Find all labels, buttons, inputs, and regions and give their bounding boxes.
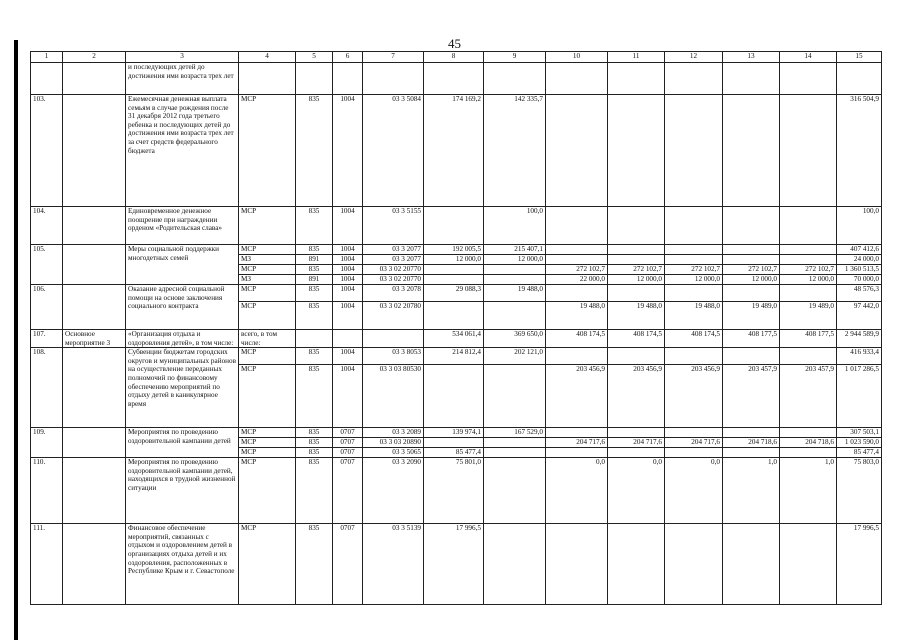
- table-cell: 174 169,2: [424, 95, 484, 207]
- table-cell: 0707: [333, 428, 363, 438]
- table-cell: [665, 255, 723, 265]
- table-cell: [63, 285, 126, 330]
- table-cell: 408 174,5: [546, 330, 608, 348]
- table-cell: МСР: [239, 265, 296, 275]
- table-cell: 03 3 2077: [363, 255, 424, 265]
- table-cell: 408 177,5: [723, 330, 780, 348]
- table-row: [31, 348, 882, 365]
- table-cell: [608, 524, 665, 605]
- table-cell: 0,0: [608, 458, 665, 524]
- table-cell: 272 102,7: [665, 265, 723, 275]
- table-cell: Финансовое обеспечение мероприятий, связанных с отдыхом и оздоровлением детей в организациях отдыха детей и их оздоровления, расположенных в Республике Крым и г. Севастополе: [126, 524, 239, 605]
- table-cell: [608, 245, 665, 255]
- table-row: [31, 458, 882, 524]
- table-cell: 1 017 286,5: [837, 365, 882, 428]
- table-cell: 03 3 2077: [363, 245, 424, 255]
- column-number: 4: [239, 52, 296, 63]
- table-cell: [665, 95, 723, 207]
- table-cell: 111.: [31, 524, 63, 605]
- table-cell: [424, 302, 484, 330]
- table-cell: Ежемесячная денежная выплата семьям в случае рождения после 31 декабря 2012 года третьего ребенка и последующих детей до достижения ими возраста трех лет за счет средств федерального бюджета: [126, 95, 239, 207]
- column-number: 10: [546, 52, 608, 63]
- table-cell: 105.: [31, 245, 63, 285]
- table-cell: и последующих детей до достижения ими возраста трех лет: [126, 63, 239, 95]
- table-cell: 835: [296, 458, 333, 524]
- table-cell: 835: [296, 207, 333, 245]
- table-cell: 203 456,9: [608, 365, 665, 428]
- table-cell: 19 488,0: [665, 302, 723, 330]
- budget-table: [30, 51, 882, 605]
- table-row: [31, 63, 882, 95]
- table-cell: 0707: [333, 458, 363, 524]
- table-cell: [723, 255, 780, 265]
- table-cell: 03 3 2090: [363, 458, 424, 524]
- table-cell: 100,0: [837, 207, 882, 245]
- table-cell: 103.: [31, 95, 63, 207]
- table-cell: Меры социальной поддержки многодетных семей: [126, 245, 239, 285]
- table-cell: Единовременное денежное поощрение при награждении орденом «Родительская слава»: [126, 207, 239, 245]
- table-cell: 369 650,0: [484, 330, 546, 348]
- table-cell: 03 3 03 80530: [363, 365, 424, 428]
- table-cell: 0707: [333, 448, 363, 458]
- binding-edge: [14, 40, 18, 640]
- table-cell: 107.: [31, 330, 63, 348]
- table-cell: [546, 95, 608, 207]
- table-cell: [363, 330, 424, 348]
- table-cell: [546, 524, 608, 605]
- column-number: 6: [333, 52, 363, 63]
- table-cell: 204 717,6: [546, 438, 608, 448]
- table-cell: 214 812,4: [424, 348, 484, 365]
- column-number-row: [31, 52, 882, 63]
- column-number: 15: [837, 52, 882, 63]
- table-cell: [484, 265, 546, 275]
- column-number: 3: [126, 52, 239, 63]
- table-cell: [780, 95, 837, 207]
- table-cell: 192 005,5: [424, 245, 484, 255]
- table-cell: [546, 245, 608, 255]
- table-cell: [546, 428, 608, 438]
- table-cell: 110.: [31, 458, 63, 524]
- table-cell: [333, 63, 363, 95]
- column-number: 9: [484, 52, 546, 63]
- table-cell: 0,0: [665, 458, 723, 524]
- table-cell: 416 933,4: [837, 348, 882, 365]
- table-cell: 03 3 02 20780: [363, 302, 424, 330]
- table-cell: [333, 330, 363, 348]
- column-number: 1: [31, 52, 63, 63]
- table-cell: МСР: [239, 524, 296, 605]
- column-number: 2: [63, 52, 126, 63]
- table-cell: 1,0: [723, 458, 780, 524]
- column-number: 11: [608, 52, 665, 63]
- table-cell: МЗ: [239, 255, 296, 265]
- table-cell: [608, 255, 665, 265]
- table-cell: 835: [296, 428, 333, 438]
- table-cell: [665, 524, 723, 605]
- table-row: [31, 95, 882, 207]
- table-cell: [723, 348, 780, 365]
- table-cell: 408 177,5: [780, 330, 837, 348]
- column-number: 12: [665, 52, 723, 63]
- table-cell: [608, 428, 665, 438]
- table-cell: Мероприятия по проведению оздоровительной кампании детей: [126, 428, 239, 458]
- table-cell: 97 442,0: [837, 302, 882, 330]
- column-number: 8: [424, 52, 484, 63]
- table-cell: [723, 428, 780, 438]
- table-cell: МСР: [239, 348, 296, 365]
- table-cell: 109.: [31, 428, 63, 458]
- table-cell: МСР: [239, 95, 296, 207]
- table-cell: 106.: [31, 285, 63, 330]
- table-cell: 272 102,7: [780, 265, 837, 275]
- table-cell: 835: [296, 95, 333, 207]
- table-cell: [546, 285, 608, 302]
- table-cell: 202 121,0: [484, 348, 546, 365]
- table-cell: [608, 95, 665, 207]
- table-cell: [723, 524, 780, 605]
- table-cell: 835: [296, 524, 333, 605]
- table-cell: 891: [296, 275, 333, 285]
- table-cell: 48 576,3: [837, 285, 882, 302]
- table-cell: всего, в том числе:: [239, 330, 296, 348]
- column-number: 5: [296, 52, 333, 63]
- table-cell: [780, 207, 837, 245]
- table-cell: 0707: [333, 524, 363, 605]
- table-cell: 17 996,5: [837, 524, 882, 605]
- table-row: [31, 245, 882, 255]
- table-cell: 03 3 5084: [363, 95, 424, 207]
- table-cell: [484, 448, 546, 458]
- table-cell: [63, 207, 126, 245]
- table-cell: 19 488,0: [546, 302, 608, 330]
- table-cell: 19 489,0: [723, 302, 780, 330]
- table-cell: МСР: [239, 438, 296, 448]
- table-cell: 1004: [333, 365, 363, 428]
- table-cell: МСР: [239, 285, 296, 302]
- table-cell: [780, 63, 837, 95]
- table-cell: 534 061,4: [424, 330, 484, 348]
- table-cell: [546, 448, 608, 458]
- table-cell: 1004: [333, 95, 363, 207]
- table-cell: 835: [296, 302, 333, 330]
- table-cell: 12 000,0: [608, 275, 665, 285]
- table-cell: [546, 63, 608, 95]
- table-cell: 891: [296, 255, 333, 265]
- table-cell: 835: [296, 365, 333, 428]
- table-cell: 108.: [31, 348, 63, 428]
- table-cell: 03 3 5065: [363, 448, 424, 458]
- table-cell: [780, 285, 837, 302]
- table-cell: 408 174,5: [608, 330, 665, 348]
- table-cell: 408 174,5: [665, 330, 723, 348]
- table-cell: 19 489,0: [780, 302, 837, 330]
- table-cell: 03 3 03 20890: [363, 438, 424, 448]
- table-cell: [424, 207, 484, 245]
- table-cell: [484, 63, 546, 95]
- table-cell: 70 000,0: [837, 275, 882, 285]
- table-row: [31, 428, 882, 438]
- table-cell: 1004: [333, 245, 363, 255]
- table-cell: 272 102,7: [723, 265, 780, 275]
- table-cell: 75 801,0: [424, 458, 484, 524]
- table-cell: 19 488,0: [608, 302, 665, 330]
- table-cell: 17 996,5: [424, 524, 484, 605]
- table-cell: [723, 245, 780, 255]
- table-cell: [608, 348, 665, 365]
- table-cell: [780, 448, 837, 458]
- table-cell: [63, 348, 126, 428]
- table-cell: [780, 524, 837, 605]
- table-cell: 1004: [333, 348, 363, 365]
- table-cell: [63, 95, 126, 207]
- table-cell: 1004: [333, 265, 363, 275]
- table-cell: [424, 265, 484, 275]
- table-cell: 1,0: [780, 458, 837, 524]
- table-cell: [63, 458, 126, 524]
- table-cell: 22 000,0: [546, 275, 608, 285]
- table-cell: [484, 302, 546, 330]
- table-cell: [484, 438, 546, 448]
- table-cell: 835: [296, 348, 333, 365]
- table-cell: 24 000,0: [837, 255, 882, 265]
- table-row: [31, 285, 882, 302]
- table-cell: [665, 428, 723, 438]
- table-cell: [665, 448, 723, 458]
- table-cell: 835: [296, 438, 333, 448]
- table-cell: 03 3 8053: [363, 348, 424, 365]
- table-cell: 203 456,9: [665, 365, 723, 428]
- table-cell: 2 944 589,9: [837, 330, 882, 348]
- table-cell: [780, 255, 837, 265]
- page-number: 45: [448, 36, 461, 51]
- table-cell: [484, 458, 546, 524]
- table-cell: МЗ: [239, 275, 296, 285]
- table-cell: 835: [296, 265, 333, 275]
- table-cell: [723, 207, 780, 245]
- table-cell: [424, 275, 484, 285]
- table-cell: 1 360 513,5: [837, 265, 882, 275]
- table-cell: [665, 245, 723, 255]
- table-cell: [608, 63, 665, 95]
- table-cell: 272 102,7: [608, 265, 665, 275]
- table-cell: 407 412,6: [837, 245, 882, 255]
- table-cell: 100,0: [484, 207, 546, 245]
- table-cell: МСР: [239, 428, 296, 438]
- table-cell: [546, 207, 608, 245]
- table-cell: [723, 448, 780, 458]
- table-cell: 204 718,6: [723, 438, 780, 448]
- table-cell: 307 503,1: [837, 428, 882, 438]
- table-cell: [665, 207, 723, 245]
- table-cell: 85 477,4: [837, 448, 882, 458]
- table-cell: [296, 330, 333, 348]
- table-cell: [837, 63, 882, 95]
- table-cell: 142 335,7: [484, 95, 546, 207]
- table-cell: 203 457,9: [780, 365, 837, 428]
- column-number: 7: [363, 52, 424, 63]
- table-cell: [723, 285, 780, 302]
- table-cell: 835: [296, 285, 333, 302]
- table-cell: 03 3 2078: [363, 285, 424, 302]
- table-cell: МСР: [239, 207, 296, 245]
- table-cell: 03 3 5139: [363, 524, 424, 605]
- table-cell: Субвенции бюджетам городских округов и муниципальных районов на осуществление переданных полномочий по финансовому обеспечению мероприятий по отдыху детей в каникулярное время: [126, 348, 239, 428]
- table-cell: Основное мероприятие 3: [63, 330, 126, 348]
- table-cell: МСР: [239, 302, 296, 330]
- table-cell: 12 000,0: [780, 275, 837, 285]
- table-cell: [723, 95, 780, 207]
- table-cell: [424, 63, 484, 95]
- table-cell: 03 3 02 20770: [363, 265, 424, 275]
- table-cell: [63, 245, 126, 285]
- table-cell: [484, 365, 546, 428]
- table-cell: [608, 448, 665, 458]
- table-cell: 29 088,3: [424, 285, 484, 302]
- table-cell: [546, 348, 608, 365]
- table-cell: [608, 207, 665, 245]
- table-cell: 835: [296, 245, 333, 255]
- table-cell: [546, 255, 608, 265]
- table-cell: [665, 285, 723, 302]
- table-row: [31, 330, 882, 348]
- table-cell: 12 000,0: [723, 275, 780, 285]
- table-row: [31, 524, 882, 605]
- table-cell: 204 718,6: [780, 438, 837, 448]
- table-cell: 1004: [333, 285, 363, 302]
- table-cell: 1004: [333, 255, 363, 265]
- column-number: 14: [780, 52, 837, 63]
- table-cell: [363, 63, 424, 95]
- table-cell: 835: [296, 448, 333, 458]
- table-cell: «Организация отдыха и оздоровления детей», в том числе:: [126, 330, 239, 348]
- table-cell: [780, 428, 837, 438]
- table-cell: МСР: [239, 365, 296, 428]
- table-cell: МСР: [239, 458, 296, 524]
- table-cell: [63, 428, 126, 458]
- table-cell: 1004: [333, 275, 363, 285]
- table-cell: 104.: [31, 207, 63, 245]
- table-cell: 12 000,0: [424, 255, 484, 265]
- table-cell: [424, 438, 484, 448]
- table-cell: [239, 63, 296, 95]
- table-cell: 272 102,7: [546, 265, 608, 275]
- column-number: 13: [723, 52, 780, 63]
- table-cell: 1004: [333, 207, 363, 245]
- table-cell: 03 3 5155: [363, 207, 424, 245]
- table-cell: 03 3 02 20770: [363, 275, 424, 285]
- table-cell: [63, 63, 126, 95]
- table-cell: Мероприятия по проведению оздоровительной кампании детей, находящихся в трудной жизненной ситуации: [126, 458, 239, 524]
- table-cell: 0,0: [546, 458, 608, 524]
- table-cell: 12 000,0: [665, 275, 723, 285]
- table-cell: [780, 245, 837, 255]
- table-cell: [665, 63, 723, 95]
- table-cell: [63, 524, 126, 605]
- table-cell: 215 407,1: [484, 245, 546, 255]
- table-cell: 0707: [333, 438, 363, 448]
- table-cell: МСР: [239, 448, 296, 458]
- table-cell: [780, 348, 837, 365]
- table-cell: [31, 63, 63, 95]
- table-cell: 203 457,9: [723, 365, 780, 428]
- table-cell: 03 3 2089: [363, 428, 424, 438]
- table-cell: Оказание адресной социальной помощи на основе заключения социального контракта: [126, 285, 239, 330]
- table-row: [31, 207, 882, 245]
- table-cell: [484, 275, 546, 285]
- table-cell: 203 456,9: [546, 365, 608, 428]
- table-cell: 75 803,0: [837, 458, 882, 524]
- table-cell: 1 023 590,0: [837, 438, 882, 448]
- table-cell: 167 529,0: [484, 428, 546, 438]
- table-cell: [424, 365, 484, 428]
- table-cell: 316 504,9: [837, 95, 882, 207]
- table-cell: [608, 285, 665, 302]
- table-cell: 12 000,0: [484, 255, 546, 265]
- table-cell: 1004: [333, 302, 363, 330]
- table-cell: [723, 63, 780, 95]
- table-cell: [484, 524, 546, 605]
- table-cell: 19 488,0: [484, 285, 546, 302]
- table-cell: 204 717,6: [608, 438, 665, 448]
- table-cell: [665, 348, 723, 365]
- table-cell: [296, 63, 333, 95]
- table-cell: МСР: [239, 245, 296, 255]
- table-cell: 204 717,6: [665, 438, 723, 448]
- table-cell: 139 974,1: [424, 428, 484, 438]
- table-cell: 85 477,4: [424, 448, 484, 458]
